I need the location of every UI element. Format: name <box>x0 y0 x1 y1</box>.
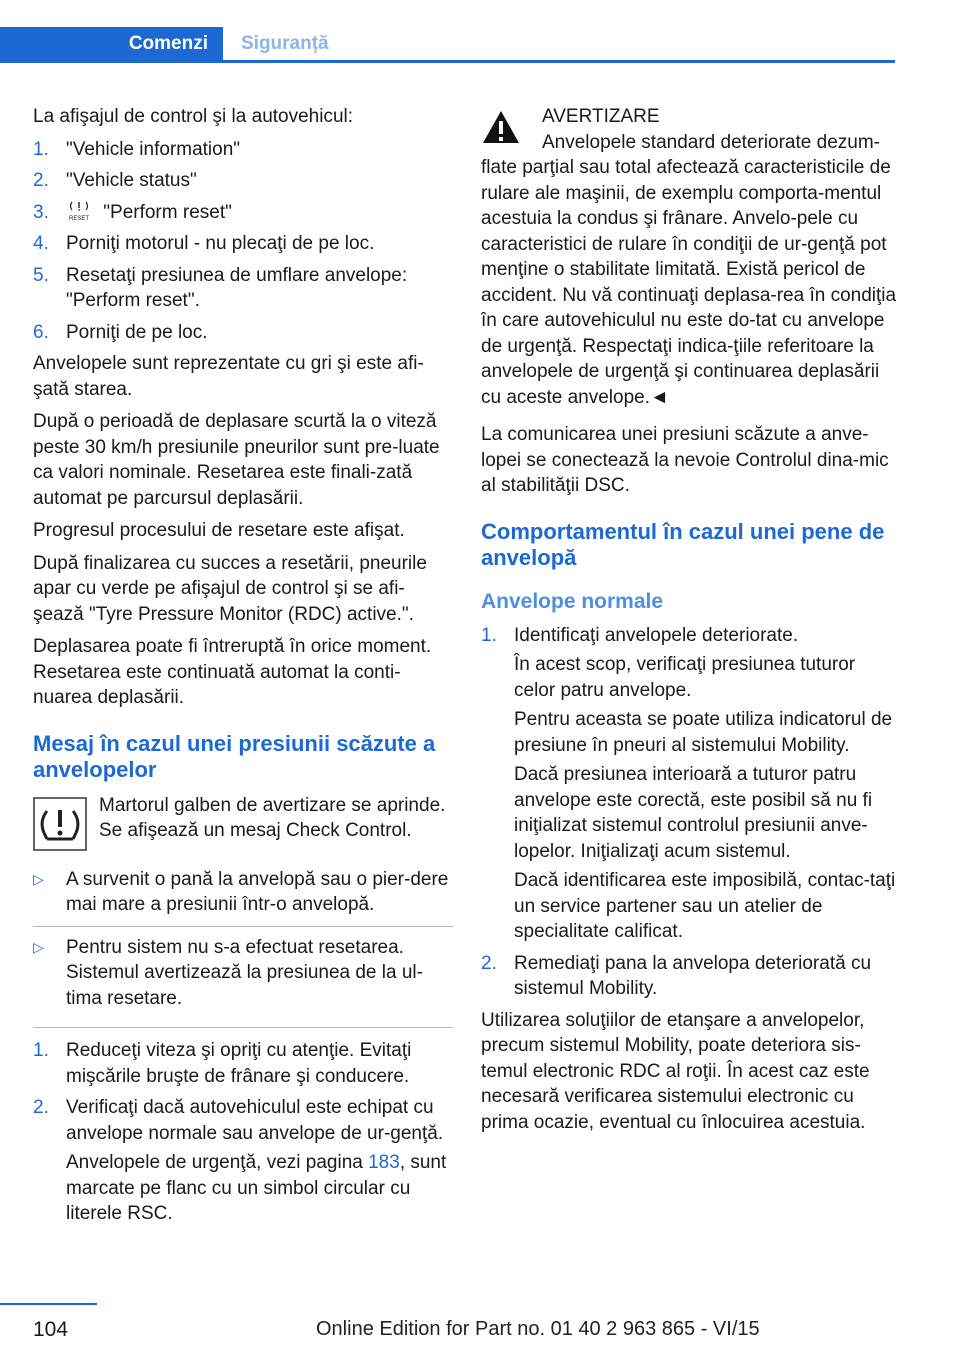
list-item: ▷ Pentru sistem nu s-a efectuat resetarea. Sistemul avertizează la presiunea de la ul‐tima resetare. <box>33 936 423 1009</box>
list-item: 1. Identificaţi anvelopele deteriorate. În acest scop, verificaţi presiunea tuturor celor patru anvelope. Pentru aceasta se poate utiliza indicatorul de presiune în pneuri al sistemului Mobility. Dacă presiunea interioară a tuturor patru anvelope este corectă, este posibil să nu fi iniţializat sistemul controlul presiunii anve‐lopelor. Iniţializaţi acum sistemul. Dacă identificarea este imposibilă, contac‐taţi un service partener sau un atelier de specialitate calificat. <box>481 623 901 945</box>
sub-paragraph: Dacă presiunea interioară a tuturor patru anvelope este corectă, este posibil să nu fi iniţializat sistemul controlul presiunii anve‐lopelor. Iniţializaţi acum sistemul. <box>514 764 873 862</box>
list-item: 2. "Vehicle status" <box>33 170 197 191</box>
warning-title: AVERTIZARE <box>542 106 660 127</box>
warning-first-line: Anvelopele standard deteriorate dezum‐ <box>542 131 880 153</box>
list-item: 6. Porniţi de pe loc. <box>33 321 208 343</box>
list-item: 2. Remediaţi pana la anvelopa deteriorată cu sistemul Mobility. <box>481 952 872 999</box>
list-item: 1. "Vehicle information" <box>33 138 241 160</box>
list-item: 2. Verificaţi dacă autovehiculul este echipat cu anvelope normale sau anvelope de ur‐genţă. Anvelopele de urgenţă, vezi pagina 183, sunt marcate pe flanc cu un simbol circular cu literele RSC. <box>33 1095 453 1227</box>
svg-text:RESET: RESET <box>68 215 90 222</box>
paragraph: Deplasarea poate fi întreruptă în orice moment. Resetarea este continuată automat la conti‐nuarea deplasării. <box>33 636 432 708</box>
reset-icon <box>66 200 92 222</box>
edition-footer: Online Edition for Part no. 01 40 2 963 865 - VI/15 <box>316 1318 760 1340</box>
list-item: 5. Resetaţi presiunea de umflare anvelope: "Perform reset". <box>33 264 408 311</box>
section-heading: Comportamentul în cazul unei pene de anvelopă <box>481 518 885 570</box>
list-item: 3. RESET "Perform reset" <box>33 201 232 223</box>
list-item: ▷ A survenit o pană la anvelopă sau o pier‐dere mai mare a presiunii într-o anvelopă. <box>33 867 453 927</box>
left-column <box>33 104 453 1233</box>
paragraph: După finalizarea cu succes a resetării, pneurile apar cu verde pe afişajul de control şi se afi‐şează "Tyre Pressure Monitor (RDC) active.". <box>33 552 427 625</box>
right-column <box>481 104 901 1142</box>
warning-light-text: Martorul galben de avertizare se aprinde. Se afişează un mesaj Check Control. <box>99 794 446 841</box>
intro-text: La afişajul de control şi la autovehicul: <box>33 106 354 127</box>
paragraph: După o perioadă de deplasare scurtă la o viteză peste 30 km/h presiunile pneurilor sunt pre‐luate ca valori nominale. Resetarea este finali‐zată automat pe parcursul deplasării. <box>33 411 440 509</box>
chapter-tabs <box>0 27 895 63</box>
list-item: 4. Porniţi motorul - nu plecaţi de pe loc. <box>33 233 375 254</box>
tab-siguranta[interactable]: Siguranță <box>241 33 329 54</box>
paragraph: Anvelopele sunt reprezentate cu gri şi este afi‐şată starea. <box>33 353 424 400</box>
subsection-heading: Anvelope normale <box>481 589 664 613</box>
section-heading: Mesaj în cazul unei presiunii scăzute a anvelopelor <box>33 730 436 782</box>
paragraph: Utilizarea soluţiilor de etanşare a anvelopelor, precum sistemul Mobility, poate deteriora sis‐temul electronic RDC al roţii. În acest caz este necesară verificarea sistemului electronic cu prima ocazie, eventual cu înlocuirea acestuia. <box>481 1009 870 1133</box>
warning-triangle-icon <box>481 109 521 145</box>
triangle-bullet-icon: ▷ <box>33 870 44 887</box>
warning-light-block <box>33 793 453 861</box>
triangle-bullet-icon: ▷ <box>33 938 44 955</box>
sub-paragraph: Anvelopele de urgenţă, vezi pagina 183, sunt marcate pe flanc cu un simbol circular cu literele RSC. <box>66 1152 447 1224</box>
list-item: 1. Reduceţi viteza şi opriţi cu atenţie. Evitaţi mişcările bruşte de frânare şi conducere. <box>33 1040 412 1087</box>
sub-paragraph: În acest scop, verificaţi presiunea tuturor celor patru anvelope. <box>514 654 856 701</box>
paragraph: Progresul procesului de resetare este afişat. <box>33 520 405 541</box>
sub-paragraph: Dacă identificarea este imposibilă, contac‐taţi un service partener sau un atelier de specialitate calificat. <box>514 870 896 942</box>
warning-block <box>481 104 901 410</box>
tab-comenzi[interactable]: Comenzi <box>0 27 223 60</box>
paragraph: La comunicarea unei presiuni scăzute a anve‐lopei se conectează la nevoie Controlul dina‐mic al stabilităţii DSC. <box>481 424 889 496</box>
page-number: 104 <box>33 1318 69 1341</box>
steps2 <box>33 1027 453 1227</box>
warning-body: flate parţial sau total afectează caracteristicile de rulare ale maşinii, de exemplu comporta‐mentul acestuia la condus şi frânare. Anvelo‐pele cu caracteristici de rulare în condiţii de ur‐genţă pot menţine o stabilitate limitată. Există pericol de accident. Nu vă continuaţi deplasa‐rea în condiţia în care autovehiculul nu este do‐tat cu anvelope de urgenţă. Respectaţi indica‐ţiile referitoare la anvelopele de urgenţă şi continuarea deplasării cu aceste anvelope.◄ <box>481 157 897 408</box>
sub-paragraph: Pentru aceasta se poate utiliza indicatorul de presiune în pneuri al sistemului Mobility. <box>514 709 893 756</box>
tire-pressure-warning-icon <box>33 797 87 851</box>
page-number-rule <box>0 1303 97 1305</box>
page-link[interactable]: 183 <box>368 1152 400 1173</box>
